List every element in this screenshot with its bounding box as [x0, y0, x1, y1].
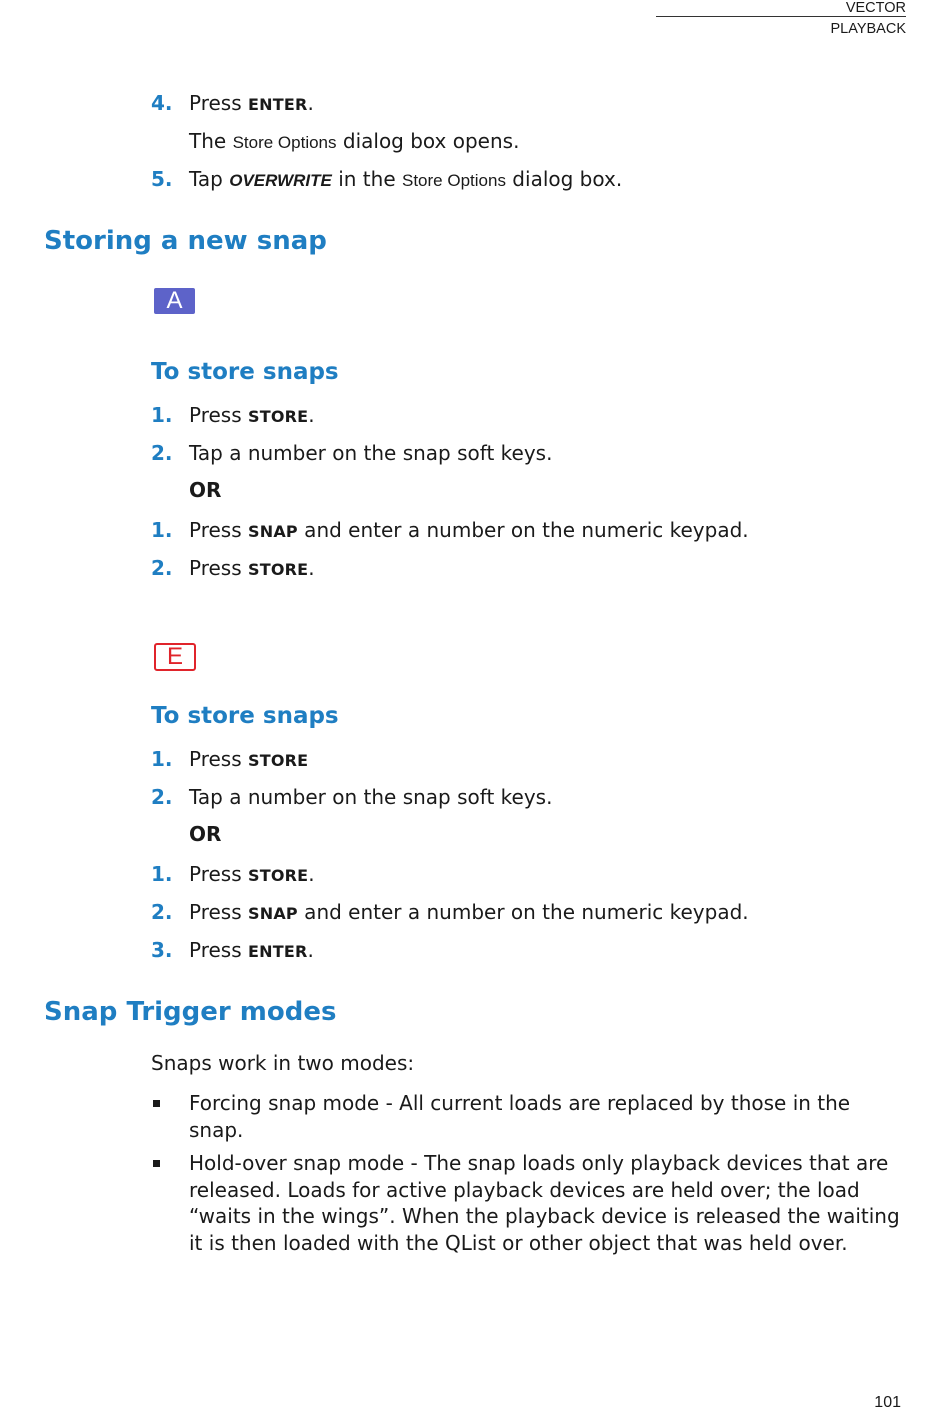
- step-number: 1.: [151, 403, 173, 427]
- step-item: 3. Press ENTER.: [151, 938, 314, 962]
- bullet-text: Forcing snap mode - All current loads are replaced by those in the snap.: [189, 1091, 851, 1142]
- running-header: [656, 0, 906, 41]
- console-e-badge-icon: E: [154, 643, 196, 671]
- trigger-intro-text: Snaps work in two modes:: [151, 1051, 415, 1075]
- list-item: [151, 1090, 901, 1143]
- bullet-square-icon: [153, 1100, 160, 1107]
- header-subsection: PLAYBACK: [830, 21, 906, 37]
- list-item: [151, 1150, 901, 1257]
- bullet-square-icon: [153, 1160, 160, 1167]
- step-number: 2.: [151, 900, 173, 924]
- step-number: 2.: [151, 556, 173, 580]
- step-item: 2. Press STORE.: [151, 556, 315, 580]
- step-item: 2. Tap a number on the snap soft keys.: [151, 785, 553, 809]
- key-name: STORE: [248, 560, 309, 579]
- dialog-name: Store Options: [232, 133, 337, 152]
- step-item: 2. Tap a number on the snap soft keys.: [151, 441, 553, 465]
- dialog-name: Store Options: [402, 171, 506, 190]
- subheading-to-store-snaps: To store snaps: [151, 703, 339, 729]
- step-item: 4. Press ENTER.: [151, 91, 314, 115]
- key-name: STORE: [248, 751, 309, 770]
- step-number: 1.: [151, 518, 173, 542]
- step-item: 1. Press STORE.: [151, 403, 315, 427]
- key-name: STORE: [248, 866, 309, 885]
- key-name: OVERWRITE: [229, 171, 332, 190]
- key-name: STORE: [248, 407, 309, 426]
- step-item: 1. Press STORE.: [151, 862, 315, 886]
- section-heading-storing: Storing a new snap: [44, 226, 327, 256]
- step-number: 1.: [151, 747, 173, 771]
- section-heading-snap-trigger-modes: Snap Trigger modes: [44, 997, 337, 1027]
- step-item: 2. Press SNAP and enter a number on the numeric keypad.: [151, 900, 749, 924]
- key-name: ENTER: [248, 95, 308, 114]
- or-separator: OR: [189, 822, 222, 846]
- step-note: The Store Options dialog box opens.: [189, 129, 520, 153]
- page-number: 101: [874, 1394, 901, 1411]
- subheading-to-store-snaps: To store snaps: [151, 359, 339, 385]
- step-number: 2.: [151, 441, 173, 465]
- step-number: 1.: [151, 862, 173, 886]
- key-name: SNAP: [248, 904, 298, 923]
- or-separator: OR: [189, 478, 222, 502]
- step-number: 4.: [151, 91, 173, 115]
- console-a-badge-icon: A: [154, 288, 195, 314]
- step-number: 3.: [151, 938, 173, 962]
- bullet-text: Hold-over snap mode - The snap loads only playback devices that are released. Loads for active playback devices are held over; the load “waits in the wings”. When the playback device is released the waiting it is then loaded with the QList or other object that was held over.: [189, 1151, 900, 1256]
- step-item: 1. Press STORE: [151, 747, 309, 771]
- step-number: 5.: [151, 167, 173, 191]
- step-item: 5. Tap OVERWRITE in the Store Options dialog box.: [151, 167, 623, 191]
- step-item: 1. Press SNAP and enter a number on the numeric keypad.: [151, 518, 749, 542]
- header-section: VECTOR: [656, 0, 906, 17]
- step-number: 2.: [151, 785, 173, 809]
- key-name: ENTER: [248, 942, 308, 961]
- key-name: SNAP: [248, 522, 298, 541]
